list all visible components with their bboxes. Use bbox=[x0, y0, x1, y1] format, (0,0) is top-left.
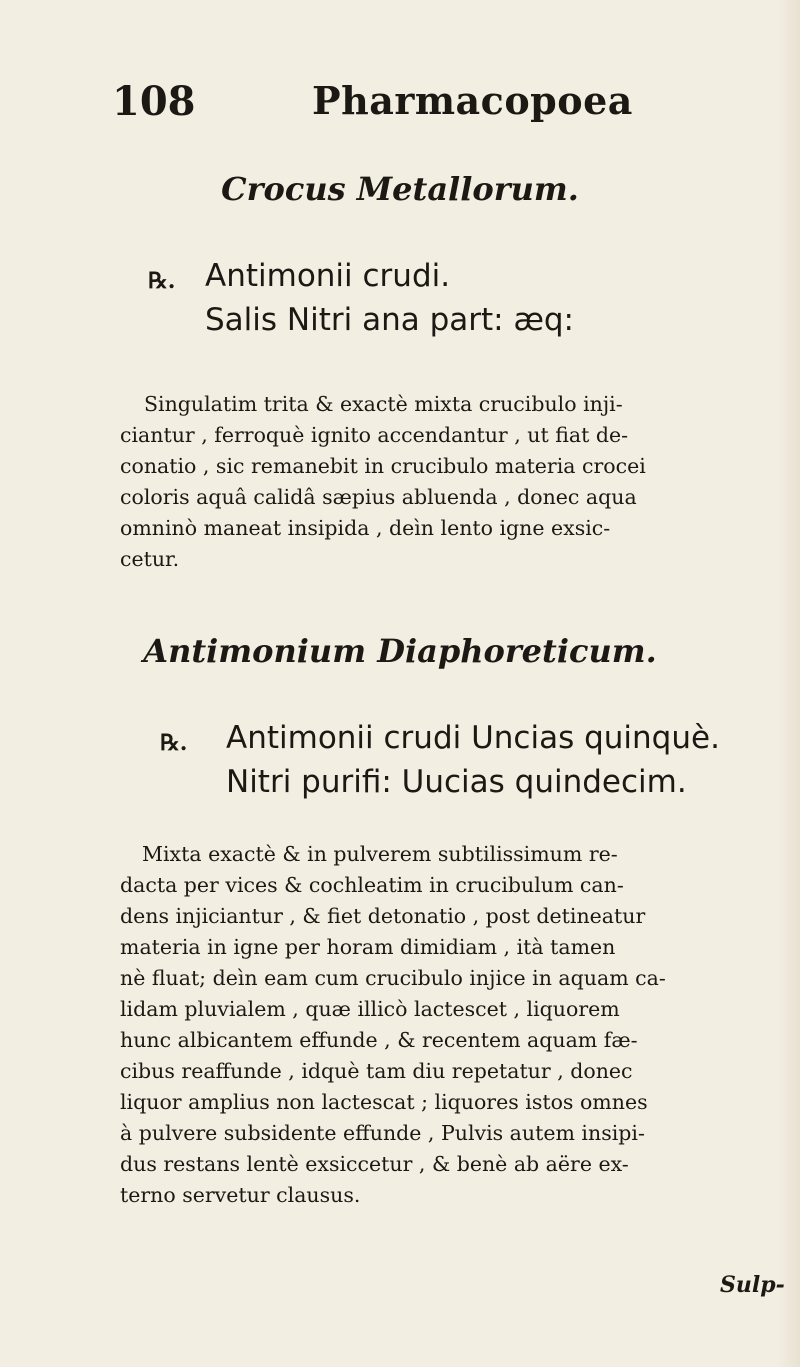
paragraph-line: coloris aquâ calidâ sæpius abluenda , donec aqua bbox=[120, 485, 637, 509]
paragraph-line: omninò maneat insipida , deìn lento igne exsic- bbox=[120, 516, 611, 540]
paragraph-line: Mixta exactè & in pulverem subtilissimum re- bbox=[142, 842, 618, 866]
ingredient-line: Antimonii crudi. bbox=[205, 258, 451, 294]
catchword: Sulp- bbox=[720, 1272, 785, 1298]
ingredient-line: Antimonii crudi Uncias quinquè. bbox=[226, 720, 720, 756]
paragraph-line: cibus reaffunde , idquè tam diu repetatur , donec bbox=[120, 1059, 633, 1083]
page-header bbox=[0, 78, 800, 138]
paragraph-line: à pulvere subsidente effunde , Pulvis autem insipi- bbox=[120, 1121, 645, 1145]
recipe-symbol-icon: ℞. bbox=[148, 268, 176, 294]
paragraph-line: dens injiciantur , & fiet detonatio , post detineatur bbox=[120, 904, 646, 928]
paragraph-line: nè fluat; deìn eam cum crucibulo injice in aquam ca- bbox=[120, 966, 666, 990]
paragraph-line: dacta per vices & cochleatim in crucibulum can- bbox=[120, 873, 624, 897]
paragraph-line: hunc albicantem effunde , & recentem aquam fæ- bbox=[120, 1028, 638, 1052]
paragraph-line: materia in igne per horam dimidiam , ità tamen bbox=[120, 935, 616, 959]
section-title-crocus: Crocus Metallorum. bbox=[221, 170, 579, 208]
running-title: Pharmacopoea bbox=[312, 78, 633, 123]
paragraph-line: terno servetur clausus. bbox=[120, 1183, 361, 1207]
paragraph-line: cetur. bbox=[120, 547, 180, 571]
section-title-antimonium: Antimonium Diaphoreticum. bbox=[143, 632, 657, 670]
ingredient-line: Nitri purifi: Uucias quindecim. bbox=[226, 764, 687, 800]
paragraph-line: ciantur , ferroquè ignito accendantur , ut fiat de- bbox=[120, 423, 629, 447]
paragraph-line: Singulatim trita & exactè mixta crucibulo inji- bbox=[144, 392, 623, 416]
page-number: 108 bbox=[112, 78, 196, 125]
paragraph-line: conatio , sic remanebit in crucibulo materia crocei bbox=[120, 454, 646, 478]
paragraph-line: dus restans lentè exsiccetur , & benè ab aëre ex- bbox=[120, 1152, 629, 1176]
ingredient-line: Salis Nitri ana part: æq: bbox=[205, 302, 575, 338]
paragraph-line: lidam pluvialem , quæ illicò lactescet , liquorem bbox=[120, 997, 620, 1021]
paragraph-line: liquor amplius non lactescat ; liquores istos omnes bbox=[120, 1090, 648, 1114]
recipe-symbol-icon: ℞. bbox=[160, 730, 188, 756]
